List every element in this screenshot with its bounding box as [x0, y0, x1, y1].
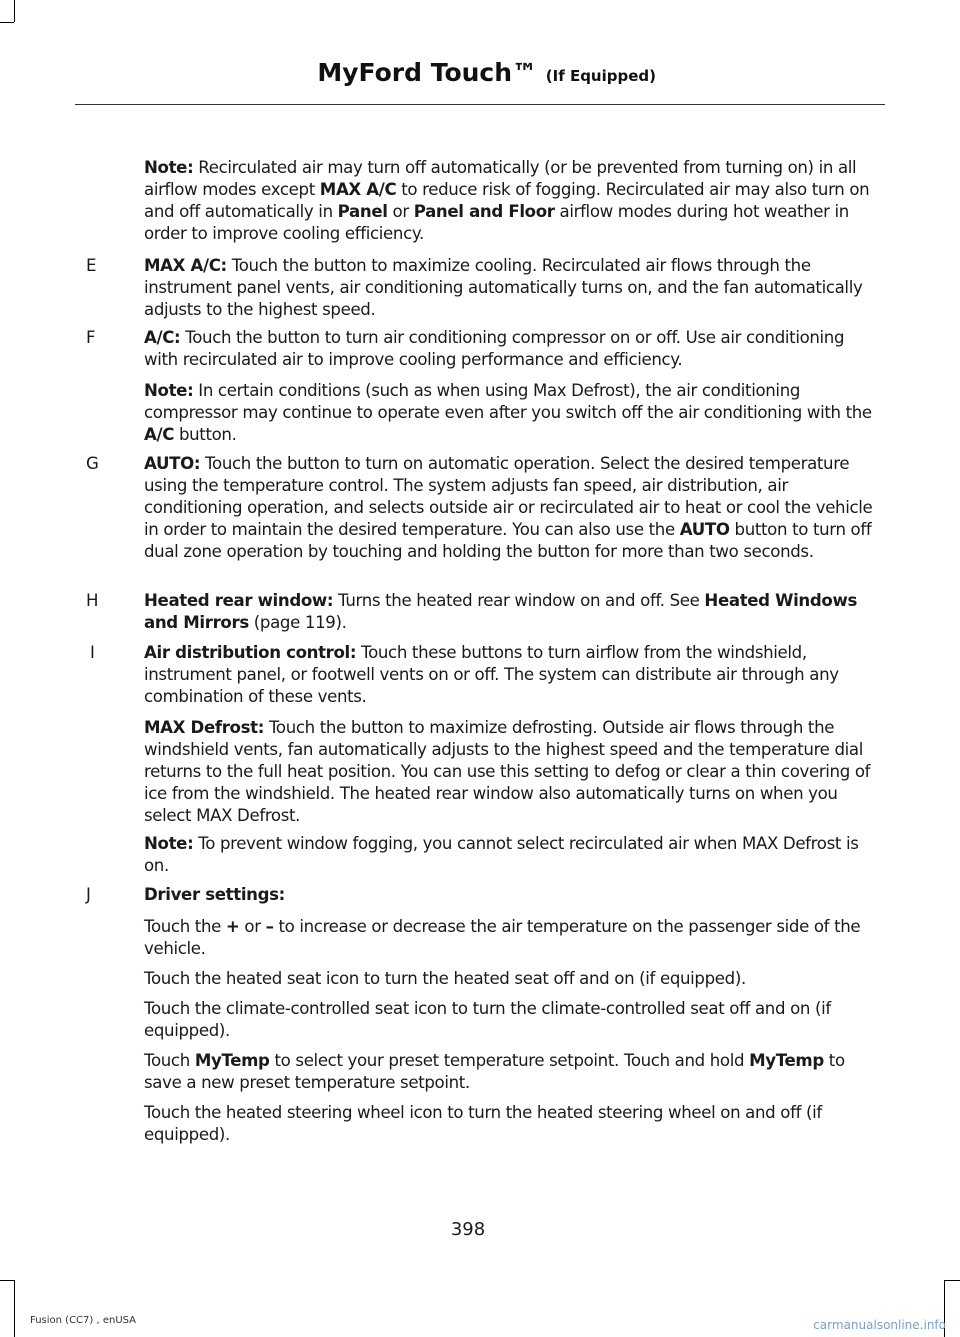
header-title-text: MyFord Touch™ — [317, 58, 538, 87]
page-number: 398 — [450, 1219, 486, 1240]
bold-term: Panel — [337, 202, 388, 221]
note-recirculated-air: Note: Recirculated air may turn off automatically (or be prevented from turning on) in all airflow modes except MAX A/C to reduce risk of fogging. Recirculated air may also turn on and off automatically in Panel or Panel and Floor airflow modes during hot weather in order to improve cooling efficiency. — [144, 158, 870, 243]
bold-term: MyTemp — [194, 1051, 270, 1070]
bold-term: Note: — [144, 381, 194, 400]
bold-term: A/C: — [144, 328, 181, 347]
bold-term: MyTemp — [749, 1051, 824, 1070]
item-label-j: J — [86, 885, 91, 904]
bold-term: MAX Defrost: — [144, 718, 265, 737]
bold-term: Heated rear window: — [144, 591, 334, 610]
bold-term: Air distribution control: — [144, 643, 357, 662]
driver-setting-temperature: Touch the + or – to increase or decrease the air temperature on the passenger side of the vehicle. — [144, 917, 861, 958]
crop-mark — [0, 1280, 14, 1281]
bold-term: MAX A/C: — [144, 256, 227, 275]
item-label-f: F — [86, 328, 96, 347]
page-header-title — [317, 58, 656, 87]
bold-term: AUTO — [679, 520, 730, 539]
item-max-ac: MAX A/C: Touch the button to maximize cooling. Recirculated air flows through the instrument panel vents, air conditioning automatically turns on, and the fan automatically adjusts to the highest speed. — [144, 256, 863, 319]
item-label-i: I — [90, 643, 95, 662]
watermark: carmanualsonline.info — [813, 1318, 946, 1332]
item-label-g: G — [86, 454, 99, 473]
footer-model: Fusion (CC7) , enUSA — [30, 1315, 137, 1326]
driver-setting-climate-seat: Touch the climate-controlled seat icon to turn the climate-controlled seat off and on (if equipped). — [144, 999, 831, 1040]
note-window-fogging: Note: To prevent window fogging, you cannot select recirculated air when MAX Defrost is on. — [144, 834, 859, 875]
crop-mark — [944, 1280, 960, 1281]
bold-term: – — [265, 917, 274, 936]
bold-term: MAX A/C — [319, 180, 397, 199]
item-heated-rear-window: Heated rear window: Turns the heated rear window on and off. See Heated Windows and Mirrors (page 119). — [144, 591, 857, 632]
item-max-defrost: MAX Defrost: Touch the button to maximize defrosting. Outside air flows through the windshield vents, fan automatically adjusts to the highest speed and the temperature dial returns to the full heat position. You can use this setting to defog or clear a thin covering of ice from the windshield. The heated rear window also automatically turns on when you select MAX Defrost. — [144, 718, 871, 825]
item-ac: A/C: Touch the button to turn air conditioning compressor on or off. Use air conditioning with recirculated air to improve cooling performance and efficiency. — [144, 328, 845, 369]
driver-setting-heated-seat: Touch the heated seat icon to turn the heated seat off and on (if equipped). — [144, 969, 746, 988]
crop-mark — [0, 22, 14, 23]
bold-term: AUTO: — [144, 454, 201, 473]
crop-mark — [14, 0, 15, 22]
bold-term: Heated Windows and Mirrors — [144, 591, 857, 632]
item-label-h: H — [86, 591, 99, 610]
crop-mark — [14, 1280, 15, 1337]
header-subtitle: (If Equipped) — [545, 67, 656, 85]
header-divider — [75, 104, 885, 105]
bold-term: Panel and Floor — [413, 202, 555, 221]
bold-term: Note: — [144, 834, 194, 853]
bold-term: A/C — [144, 425, 175, 444]
item-driver-settings — [144, 884, 874, 906]
bold-term: + — [225, 917, 240, 936]
item-auto: AUTO: Touch the button to turn on automatic operation. Select the desired temperature using the temperature control. The system adjusts fan speed, air distribution, air conditioning operation, and selects outside air or recirculated air to heat or cool the vehicle in order to maintain the desired temperature. You can also use the AUTO button to turn off dual zone operation by touching and holding the button for more than two seconds. — [144, 454, 873, 561]
item-air-distribution: Air distribution control: Touch these buttons to turn airflow from the windshield, instrument panel, or footwell vents on or off. The system can distribute air through any combination of these vents. — [144, 643, 839, 706]
driver-setting-mytemp: Touch MyTemp to select your preset temperature setpoint. Touch and hold MyTemp to save a new preset temperature setpoint. — [144, 1051, 845, 1092]
driver-setting-heated-wheel: Touch the heated steering wheel icon to turn the heated steering wheel on and off (if equipped). — [144, 1103, 822, 1144]
bold-term: Driver settings: — [144, 885, 285, 904]
note-ac-compressor: Note: In certain conditions (such as when using Max Defrost), the air conditioning compressor may continue to operate even after you switch off the air conditioning with the A/C button. — [144, 381, 872, 444]
item-label-e: E — [86, 256, 97, 275]
bold-term: Note: — [144, 158, 194, 177]
